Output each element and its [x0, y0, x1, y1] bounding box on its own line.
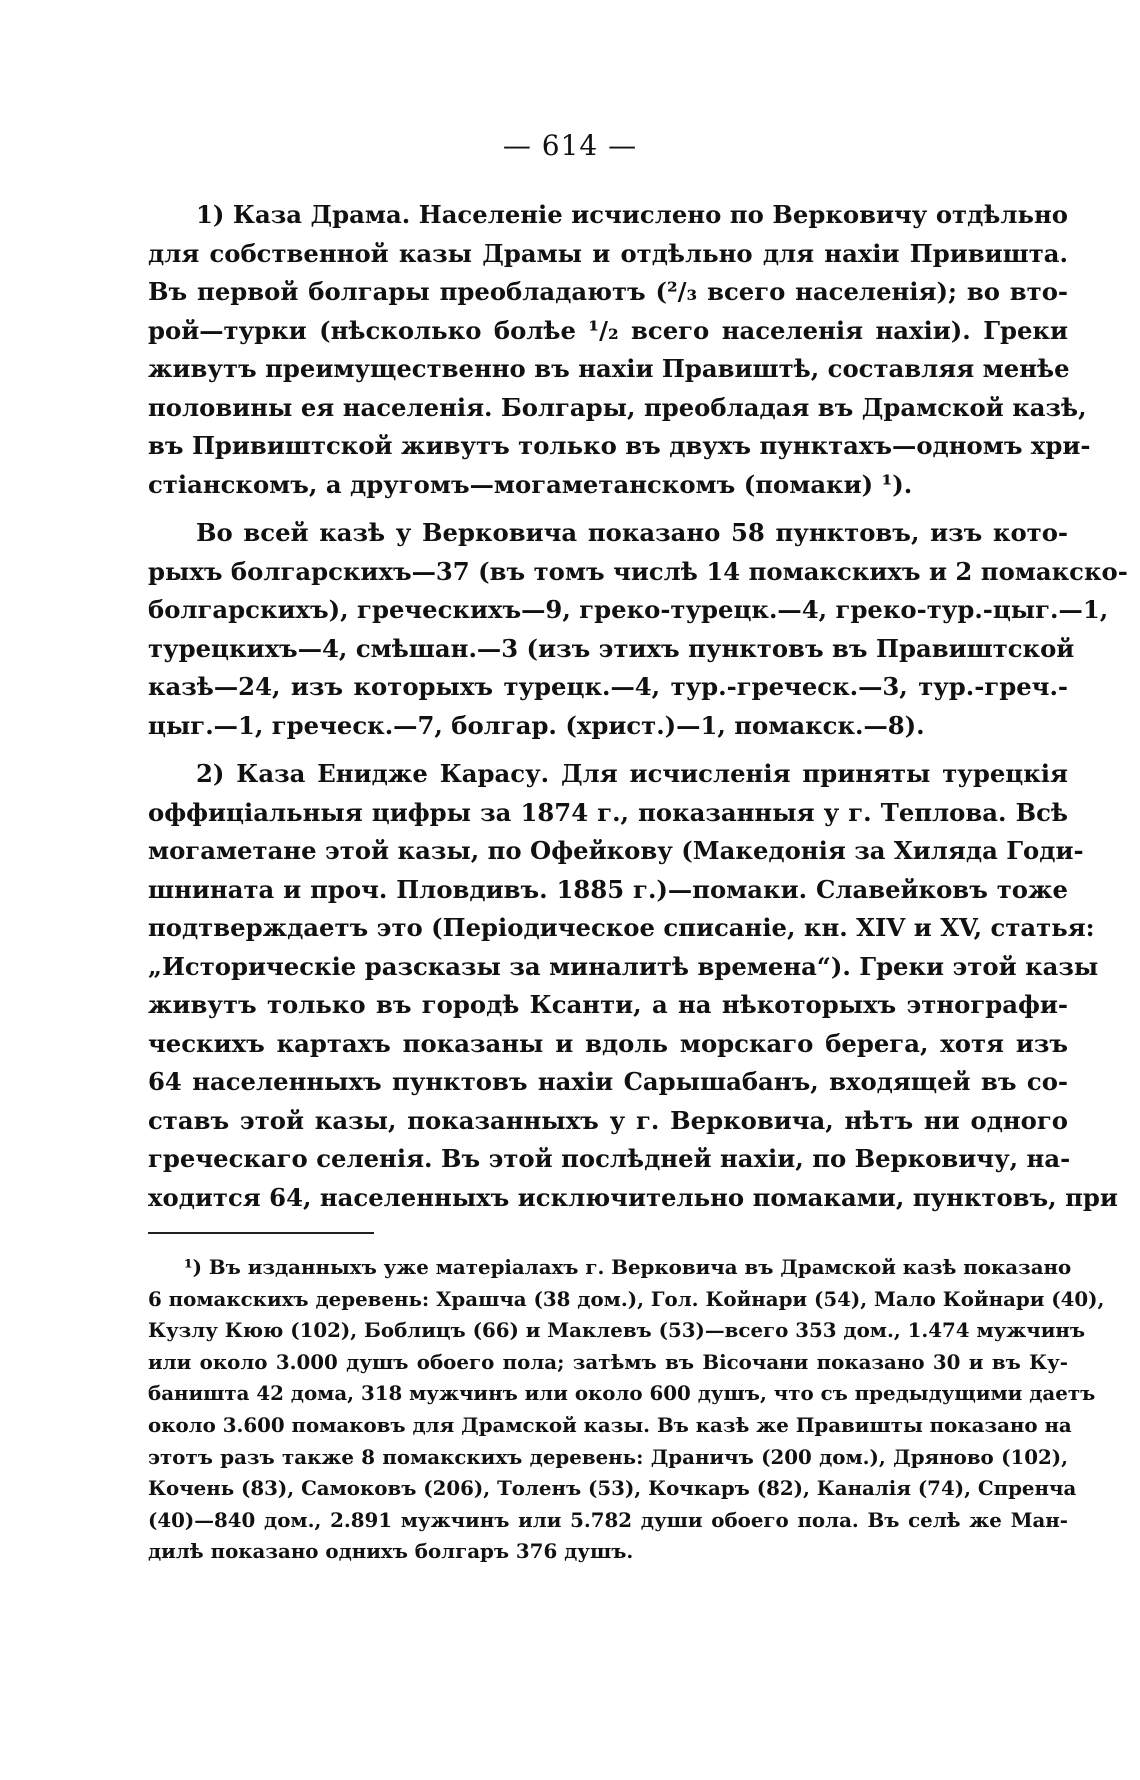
footnote-line: ¹) Въ изданныхъ уже матеріалахъ г. Верковича въ Драмской казѣ показано	[184, 1255, 1072, 1279]
footnote-line: Кузлу Кюю (102), Боблицъ (66) и Маклевъ (53)—всего 353 дом., 1.474 мужчинъ	[148, 1318, 1086, 1343]
text-line: „Историческіе разсказы за миналитѣ времена“). Греки этой казы	[148, 951, 1099, 981]
paragraph-kaza-drama	[148, 196, 1091, 504]
footnote-line: Кочень (83), Самоковъ (206), Толенъ (53), Кочкаръ (82), Каналія (74), Спренча	[148, 1476, 1077, 1501]
page-number: — 614 —	[502, 129, 638, 162]
text-line: 1) Каза Драма. Населеніе исчислено по Верковичу отдѣльно	[196, 200, 1068, 229]
text-line: рыхъ болгарскихъ—37 (въ томъ числѣ 14 помакскихъ и 2 помакско-	[148, 556, 1128, 586]
text-line: рой—турки (нѣсколько болѣе ¹/₂ всего населенія нахіи). Греки	[148, 315, 1068, 345]
main-text	[148, 196, 1128, 1217]
footnote-line: 6 помакскихъ деревень: Храшча (38 дом.), Гол. Койнари (54), Мало Койнари (40),	[148, 1286, 1105, 1311]
text-line: въ Привиштской живутъ только въ двухъ пунктахъ—одномъ хри-	[148, 431, 1091, 460]
text-line: болгарскихъ), греческихъ—9, греко-турецк.—4, греко-тур.-цыг.—1,	[148, 595, 1109, 624]
paragraph-verkovich-points	[148, 514, 1128, 745]
text-line: ческихъ картахъ показаны и вдоль морскаго берега, хотя изъ	[148, 1028, 1068, 1058]
text-line: 64 населенныхъ пунктовъ нахіи Сарышабанъ, входящей въ со-	[148, 1067, 1068, 1096]
text-line: оффиціальныя цифры за 1874 г., показанныя у г. Теплова. Всѣ	[148, 797, 1068, 827]
text-line: живутъ только въ городѣ Ксанти, а на нѣкоторыхъ этнографи-	[148, 990, 1068, 1019]
text-line: половины ея населенія. Болгары, преобладая въ Драмской казѣ,	[148, 392, 1087, 422]
footnote-line: или около 3.000 душъ обоего пола; затѣмъ въ Вісочани показано 30 и въ Ку-	[148, 1349, 1068, 1374]
footnote-line: около 3.600 помаковъ для Драмской казы. Въ казѣ же Правишты показано на	[148, 1412, 1072, 1437]
footnote-line: этотъ разъ также 8 помакскихъ деревень: Драничъ (200 дом.), Дряново (102),	[148, 1444, 1068, 1469]
text-line: подтверждаетъ это (Періодическое списаніе, кн. XIV и XV, статья:	[148, 913, 1095, 942]
text-line: турецкихъ—4, смѣшан.—3 (изъ этихъ пунктовъ въ Правиштской	[148, 633, 1075, 663]
text-line: шнината и проч. Пловдивъ. 1885 г.)—помаки. Славейковъ тоже	[148, 874, 1068, 904]
text-line: 2) Каза Енидже Карасу. Для исчисленія приняты турецкія	[196, 759, 1068, 788]
footnote-line: (40)—840 дом., 2.891 мужчинъ или 5.782 души обоего пола. Въ селѣ же Ман-	[148, 1507, 1068, 1532]
footnote-line: баништа 42 дома, 318 мужчинъ или около 600 душъ, что съ предыдущими даетъ	[148, 1381, 1096, 1406]
text-line: казѣ—24, изъ которыхъ турецк.—4, тур.-греческ.—3, тур.-греч.-	[148, 672, 1068, 701]
footnote-divider	[148, 1232, 374, 1234]
text-line: живутъ преимущественно въ нахіи Правиштѣ, составляя менѣе	[148, 354, 1070, 383]
text-line: Въ первой болгары преобладаютъ (²/₃ всего населенія); во вто-	[148, 277, 1068, 306]
text-line: Во всей казѣ у Верковича показано 58 пунктовъ, изъ кото-	[196, 518, 1068, 547]
text-line: греческаго селенія. Въ этой послѣдней нахіи, по Верковичу, на-	[148, 1144, 1071, 1173]
text-line: ходится 64, населенныхъ исключительно помаками, пунктовъ, при	[148, 1182, 1118, 1212]
footnote-line: дилѣ показано однихъ болгаръ 376 душъ.	[148, 1539, 634, 1564]
text-line: могаметане этой казы, по Офейкову (Македонія за Хиляда Годи-	[148, 836, 1084, 865]
footnote	[148, 1252, 1105, 1568]
paragraph-kaza-enidzhe-karasu	[148, 755, 1118, 1217]
text-line: цыг.—1, греческ.—7, болгар. (христ.)—1, помакск.—8).	[148, 710, 925, 740]
text-line: ставъ этой казы, показанныхъ у г. Верковича, нѣтъ ни одного	[148, 1105, 1068, 1135]
text-line: стіанскомъ, а другомъ—могаметанскомъ (помаки) ¹).	[148, 469, 913, 499]
text-line: для собственной казы Драмы и отдѣльно для нахіи Привишта.	[148, 238, 1068, 268]
